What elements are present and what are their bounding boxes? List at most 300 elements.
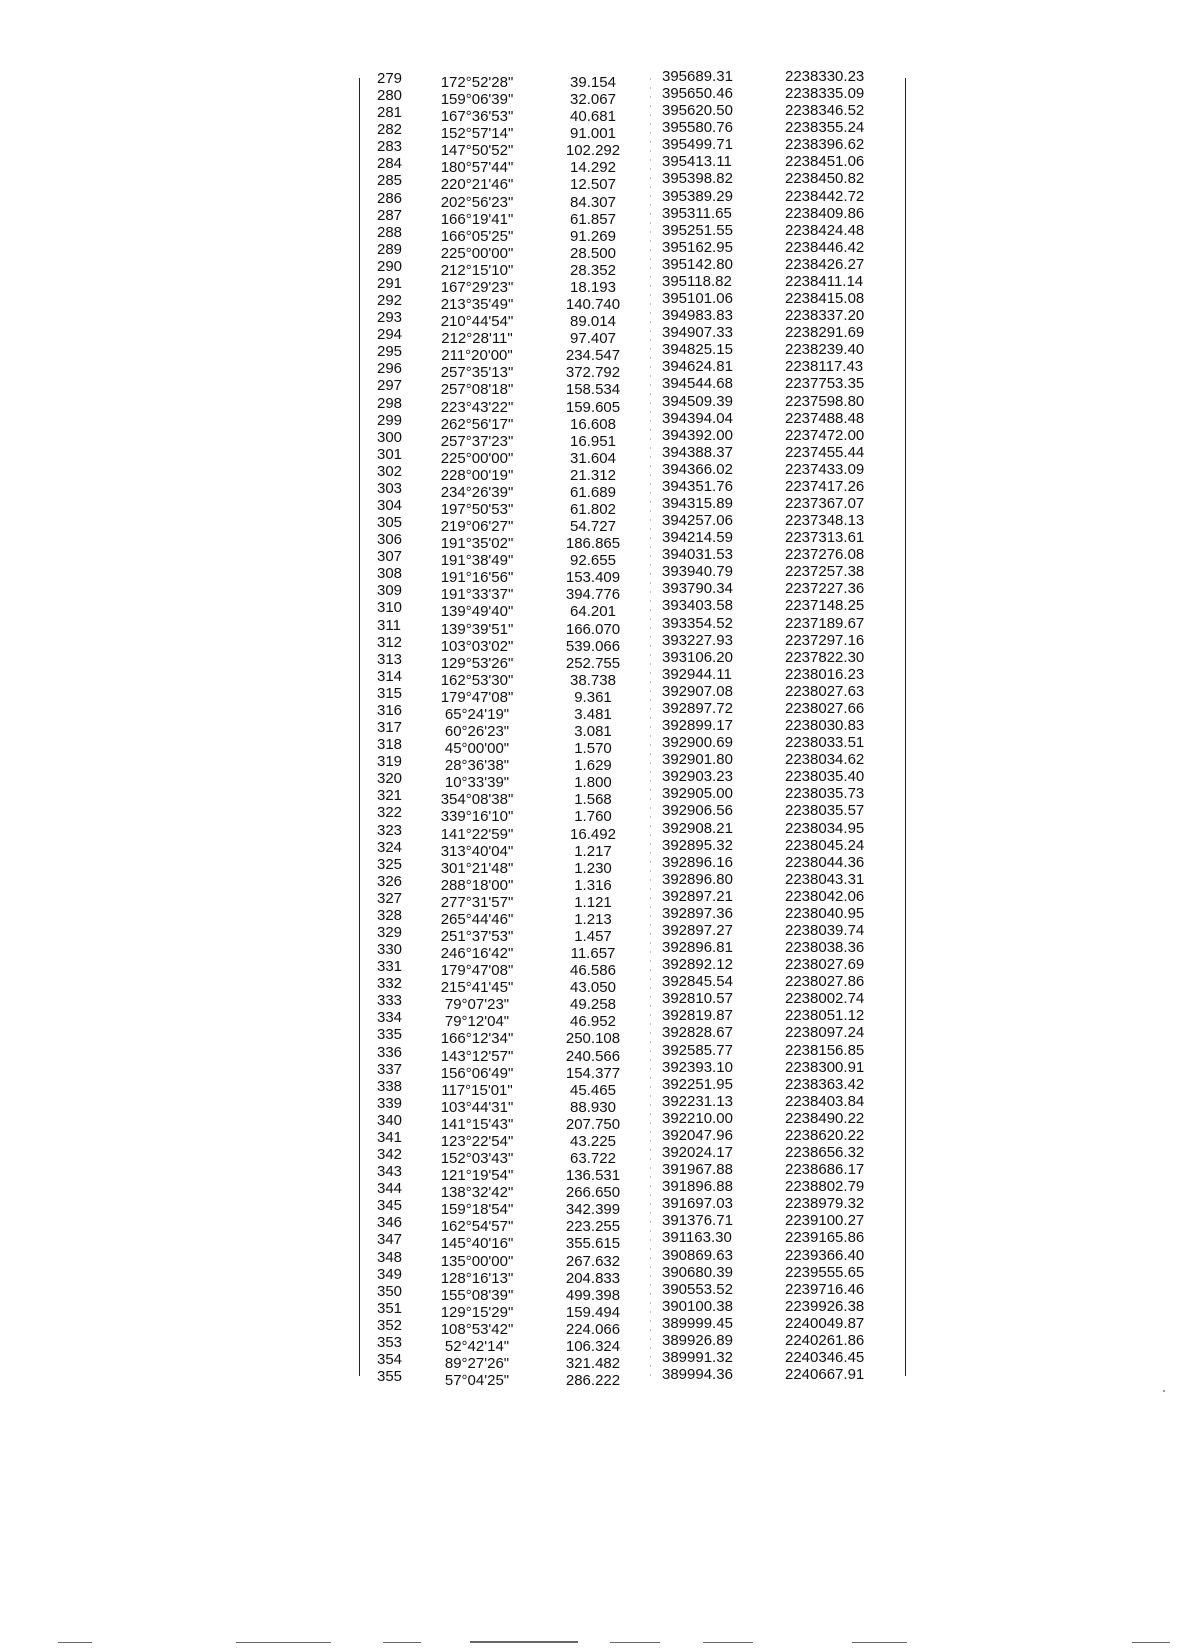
distance-cell: 394.776: [565, 586, 621, 604]
coordinate-y-cell: 2238424.48: [785, 221, 865, 239]
distance-cell: 49.258: [570, 996, 616, 1014]
point-number-cell: 317: [377, 719, 403, 737]
coordinate-y-cell: 2238027.66: [785, 699, 865, 717]
coordinate-y-cell: 2237455.44: [785, 443, 865, 461]
coordinate-y-cell: 2238656.32: [785, 1144, 865, 1162]
coordinate-x-cell: 392906.56: [662, 802, 733, 820]
coordinate-x-cell: 394257.06: [662, 512, 733, 530]
bearing-angle-cell: 288°18'00": [440, 876, 514, 894]
coordinate-x-cell: 395118.82: [662, 272, 732, 290]
bearing-angle-cell: 265°44'46": [440, 910, 514, 928]
coordinate-y-cell: 2237753.35: [785, 375, 865, 393]
coordinate-x-cell: 392819.87: [662, 1007, 733, 1025]
distance-cell: 102.292: [565, 142, 621, 160]
distance-cell: 321.482: [565, 1355, 621, 1372]
distance-cell: 40.681: [570, 108, 616, 126]
distance-cell: 16.951: [570, 432, 616, 450]
coordinate-y-cell: 2238051.12: [785, 1007, 865, 1025]
coordinate-y-cell: 2238016.23: [785, 665, 865, 683]
bearing-angle-cell: 211°20'00": [441, 347, 513, 365]
distance-cell: 1.570: [574, 740, 612, 758]
distance-cell: 342.399: [565, 1201, 621, 1219]
coordinate-y-cell: 2239926.38: [785, 1297, 865, 1315]
coordinate-y-cell: 2238442.72: [785, 187, 865, 205]
distance-cell: 18.193: [570, 278, 616, 296]
bearing-angle-cell: 135°00'00": [440, 1252, 514, 1270]
point-number-cell: 326: [377, 872, 403, 890]
point-number-cell: 304: [377, 497, 403, 514]
point-number-cell: 307: [377, 548, 403, 566]
bearing-angle-cell: 162°54'57": [440, 1218, 514, 1236]
coordinate-y-cell: 2238002.74: [785, 990, 865, 1008]
distance-cell: 28.352: [570, 261, 616, 279]
point-number-cell: 353: [377, 1333, 403, 1351]
coordinate-y-cell: 2238027.69: [785, 956, 865, 974]
bearing-angle-cell: 210°44'54": [440, 313, 514, 331]
coordinate-y-cell: 2238044.36: [785, 853, 865, 871]
coordinate-y-cell: 2238355.24: [785, 119, 865, 137]
bearing-angle-cell: 152°57'14": [440, 125, 514, 143]
bearing-angle-cell: 141°15'43": [440, 1115, 514, 1133]
coordinate-x-cell: 389926.89: [662, 1331, 733, 1349]
bearing-angle-cell: 138°32'42": [440, 1184, 514, 1202]
bearing-angle-cell: 225°00'00": [440, 449, 514, 467]
distance-cell: 46.952: [570, 1013, 616, 1031]
bearing-angle-cell: 159°06'39": [440, 91, 514, 109]
point-number-cell: 295: [377, 343, 403, 361]
bearing-angle-cell: 219°06'27": [440, 518, 514, 536]
bearing-angle-cell: 123°22'54": [440, 1132, 514, 1150]
point-number-cell: 305: [377, 514, 403, 532]
point-number-cell: 283: [377, 138, 403, 156]
point-number-cell: 280: [377, 87, 403, 105]
bearing-angle-cell: 179°47'08": [440, 688, 514, 706]
bearing-angle-cell: 166°12'34": [440, 1030, 514, 1048]
distance-cell: 54.727: [570, 518, 616, 536]
coordinate-x-cell: 391697.03: [662, 1195, 733, 1213]
distance-cell: 1.568: [574, 791, 612, 809]
coordinate-x-cell: 389999.45: [662, 1314, 733, 1332]
coordinate-y-cell: 2238446.42: [785, 238, 865, 256]
distance-cell: 45.465: [570, 1081, 616, 1099]
coordinate-y-cell: 2238979.32: [785, 1195, 865, 1213]
coordinate-y-cell: 2238337.20: [785, 307, 865, 325]
distance-cell: 97.407: [570, 330, 616, 348]
distance-cell: 267.632: [565, 1252, 621, 1270]
coordinate-x-cell: 395311.65: [662, 204, 732, 222]
coordinate-x-cell: 392231.13: [662, 1092, 733, 1110]
bearing-angle-cell: 45°00'00": [444, 740, 510, 758]
bearing-angle-cell: 246°16'42": [440, 945, 514, 963]
coordinate-x-cell: 389991.32: [662, 1349, 733, 1366]
point-number-cell: 287: [377, 206, 403, 224]
coordinate-x-cell: 395413.11: [662, 153, 732, 171]
point-number-cell: 293: [377, 309, 403, 327]
distance-cell: 16.492: [570, 825, 616, 843]
distance-cell: 3.481: [574, 705, 612, 723]
bearing-angle-cell: 339°16'10": [440, 808, 514, 826]
point-number-cell: 308: [377, 565, 403, 583]
coordinate-y-cell: 2238450.82: [785, 170, 865, 188]
bearing-angle-cell: 155°08'39": [440, 1286, 514, 1304]
coordinate-x-cell: 392810.57: [662, 990, 733, 1008]
point-number-cell: 297: [377, 377, 403, 395]
distance-cell: 224.066: [565, 1320, 621, 1338]
coordinate-x-cell: 391896.88: [662, 1178, 733, 1196]
point-number-cell: 340: [377, 1111, 403, 1129]
distance-cell: 252.755: [565, 654, 621, 672]
distance-cell: 250.108: [565, 1030, 621, 1048]
distance-cell: 1.800: [574, 774, 612, 792]
point-number-cell: 314: [377, 667, 403, 685]
point-number-cell: 343: [377, 1163, 403, 1181]
point-number-cell: 281: [377, 104, 403, 122]
coordinate-x-cell: 395650.46: [662, 85, 733, 103]
coordinate-y-cell: 2240261.86: [785, 1331, 865, 1349]
bearing-angle-cell: 143°12'57": [440, 1047, 514, 1065]
distance-cell: 92.655: [570, 552, 616, 570]
coordinate-y-cell: 2238038.36: [785, 939, 865, 957]
distance-cell: 158.534: [565, 381, 621, 399]
point-number-cell: 355: [377, 1368, 403, 1386]
coordinate-y-cell: 2238097.24: [785, 1024, 865, 1042]
coordinate-y-cell: 2237313.61: [785, 529, 865, 547]
point-number-cell: 298: [377, 394, 403, 412]
bearing-angle-cell: 79°07'23": [444, 996, 510, 1014]
distance-cell: 204.833: [565, 1269, 621, 1287]
coordinate-x-cell: 394351.76: [662, 477, 733, 495]
coordinate-x-cell: 395162.95: [662, 238, 733, 256]
point-number-cell: 330: [377, 941, 403, 959]
point-number-cell: 338: [377, 1077, 403, 1095]
point-number-cell: 310: [377, 599, 403, 617]
coordinate-y-cell: 2238346.52: [785, 102, 865, 120]
distance-cell: 63.722: [570, 1150, 616, 1168]
bearing-angle-cell: 167°36'53": [440, 108, 514, 126]
coordinate-x-cell: 392897.72: [662, 699, 733, 717]
bearing-angle-cell: 212°28'11": [441, 330, 513, 348]
bearing-angle-cell: 191°16'56": [440, 569, 514, 587]
point-number-cell: 288: [377, 223, 403, 241]
coordinate-y-cell: 2238291.69: [785, 324, 865, 342]
coordinate-x-cell: 392907.08: [662, 682, 733, 700]
point-number-cell: 279: [377, 70, 403, 87]
coordinate-y-cell: 2238403.84: [785, 1092, 865, 1110]
coordinate-x-cell: 390553.52: [662, 1280, 733, 1298]
distance-cell: 1.760: [574, 808, 612, 826]
coordinate-x-cell: 394983.83: [662, 307, 733, 325]
distance-cell: 3.081: [574, 723, 612, 741]
distance-cell: 43.050: [570, 979, 616, 997]
bearing-angle-cell: 257°37'23": [440, 432, 514, 450]
table-row: [360, 1366, 905, 1390]
coordinate-y-cell: 2238415.08: [785, 290, 865, 308]
bearing-angle-cell: 129°53'26": [440, 654, 514, 672]
coordinate-x-cell: 392585.77: [662, 1041, 733, 1059]
distance-cell: 166.070: [565, 620, 621, 638]
bearing-angle-cell: 223°43'22": [440, 398, 514, 416]
coordinate-table: [360, 68, 905, 1390]
coordinate-x-cell: 392897.27: [662, 922, 733, 939]
point-number-cell: 321: [377, 787, 403, 805]
point-number-cell: 306: [377, 531, 403, 549]
coordinate-x-cell: 393940.79: [662, 563, 733, 581]
bearing-angle-cell: 117°15'01": [441, 1081, 513, 1099]
scan-artifact-line: [1132, 1642, 1170, 1643]
distance-cell: 153.409: [565, 569, 621, 587]
bearing-angle-cell: 145°40'16": [440, 1235, 514, 1253]
coordinate-y-cell: 2238300.91: [785, 1058, 865, 1076]
coordinate-x-cell: 394031.53: [662, 546, 733, 564]
point-number-cell: 290: [377, 257, 403, 275]
point-number-cell: 327: [377, 889, 403, 907]
point-number-cell: 286: [377, 189, 403, 207]
coordinate-x-cell: 391967.88: [662, 1161, 733, 1179]
bearing-angle-cell: 313°40'04": [440, 842, 514, 860]
bearing-angle-cell: 215°41'45": [440, 979, 514, 997]
coordinate-x-cell: 392897.21: [662, 887, 733, 905]
distance-cell: 38.738: [570, 671, 616, 689]
coordinate-y-cell: 2239100.27: [785, 1212, 865, 1230]
point-number-cell: 350: [377, 1282, 403, 1300]
distance-cell: 46.586: [570, 962, 616, 980]
bearing-angle-cell: 234°26'39": [440, 483, 514, 501]
distance-cell: 32.067: [570, 91, 616, 109]
point-number-cell: 300: [377, 428, 403, 446]
distance-cell: 61.689: [570, 483, 616, 501]
coordinate-y-cell: 2237367.07: [785, 495, 865, 512]
point-number-cell: 342: [377, 1146, 403, 1164]
bearing-angle-cell: 212°15'10": [440, 261, 514, 279]
coordinate-x-cell: 392892.12: [662, 956, 733, 974]
bearing-angle-cell: 10°33'39": [444, 774, 510, 792]
distance-cell: 207.750: [565, 1115, 621, 1133]
distance-cell: 31.604: [570, 449, 616, 467]
distance-cell: 140.740: [565, 296, 621, 314]
point-number-cell: 345: [377, 1197, 403, 1215]
distance-cell: 159.605: [565, 398, 621, 416]
point-number-cell: 289: [377, 240, 403, 258]
point-number-cell: 328: [377, 906, 403, 924]
coordinate-x-cell: 391163.30: [662, 1229, 732, 1247]
coordinate-x-cell: 394392.00: [662, 426, 733, 444]
coordinate-y-cell: 2238035.73: [785, 785, 865, 803]
coordinate-x-cell: 393354.52: [662, 614, 733, 632]
distance-cell: 91.269: [570, 227, 616, 245]
coordinate-y-cell: 2238686.17: [785, 1161, 865, 1179]
coordinate-x-cell: 392944.11: [662, 665, 732, 683]
distance-cell: 16.608: [570, 415, 616, 433]
coordinate-x-cell: 395620.50: [662, 102, 733, 120]
coordinate-y-cell: 2238039.74: [785, 922, 865, 939]
distance-cell: 1.457: [574, 928, 612, 945]
coordinate-x-cell: 394366.02: [662, 460, 733, 478]
scan-artifact-line: [610, 1642, 660, 1643]
distance-cell: 266.650: [565, 1184, 621, 1202]
distance-cell: 355.615: [565, 1235, 621, 1253]
coordinate-y-cell: 2239716.46: [785, 1280, 865, 1298]
point-number-cell: 332: [377, 975, 403, 993]
bearing-angle-cell: 139°39'51": [440, 620, 514, 638]
point-number-cell: 292: [377, 292, 403, 310]
bearing-angle-cell: 257°08'18": [440, 381, 514, 399]
coordinate-y-cell: 2238426.27: [785, 255, 865, 273]
coordinate-y-cell: 2237189.67: [785, 614, 865, 632]
distance-cell: 12.507: [570, 176, 616, 194]
point-number-cell: 336: [377, 1043, 403, 1061]
bearing-angle-cell: 108°53'42": [440, 1320, 514, 1338]
coordinate-y-cell: 2238117.43: [785, 358, 864, 376]
coordinate-x-cell: 393227.93: [662, 631, 733, 649]
coordinate-x-cell: 395499.71: [662, 136, 733, 154]
coordinate-x-cell: 394907.33: [662, 324, 733, 342]
distance-cell: 61.857: [570, 210, 616, 228]
coordinate-x-cell: 392908.21: [662, 819, 733, 837]
distance-cell: 11.657: [570, 945, 616, 963]
distance-cell: 61.802: [570, 501, 616, 518]
bearing-angle-cell: 191°38'49": [440, 552, 514, 570]
coordinate-x-cell: 394544.68: [662, 375, 733, 393]
coordinate-y-cell: 2237433.09: [785, 460, 865, 478]
coordinate-y-cell: 2237297.16: [785, 631, 865, 649]
coordinate-y-cell: 2237348.13: [785, 512, 865, 530]
bearing-angle-cell: 251°37'53": [440, 928, 514, 945]
bearing-angle-cell: 191°33'37": [440, 586, 514, 604]
distance-cell: 14.292: [570, 159, 616, 177]
coordinate-x-cell: 392828.67: [662, 1024, 733, 1042]
point-number-cell: 333: [377, 992, 403, 1010]
bearing-angle-cell: 225°00'00": [440, 244, 514, 262]
coordinate-x-cell: 393106.20: [662, 648, 733, 666]
bearing-angle-cell: 65°24'19": [444, 705, 510, 723]
distance-cell: 21.312: [570, 466, 616, 484]
scan-artifact-line: [236, 1642, 331, 1643]
coordinate-x-cell: 390869.63: [662, 1246, 733, 1264]
point-number-cell: 315: [377, 684, 403, 702]
coordinate-x-cell: 390680.39: [662, 1263, 733, 1281]
distance-cell: 499.398: [565, 1286, 621, 1304]
distance-cell: 28.500: [570, 244, 616, 262]
coordinate-y-cell: 2237227.36: [785, 580, 865, 598]
bearing-angle-cell: 129°15'29": [440, 1303, 514, 1321]
coordinate-x-cell: 394509.39: [662, 392, 733, 410]
coordinate-x-cell: 395251.55: [662, 221, 733, 239]
bearing-angle-cell: 262°56'17": [440, 415, 514, 433]
point-number-cell: 309: [377, 582, 403, 600]
distance-cell: 372.792: [565, 364, 621, 382]
distance-cell: 186.865: [565, 535, 621, 553]
distance-cell: 64.201: [570, 603, 616, 621]
coordinate-x-cell: 392047.96: [662, 1126, 733, 1144]
coordinate-x-cell: 392896.80: [662, 870, 733, 888]
distance-cell: 43.225: [570, 1132, 616, 1150]
point-number-cell: 351: [377, 1299, 403, 1317]
point-number-cell: 324: [377, 838, 403, 856]
bearing-angle-cell: 180°57'44": [440, 159, 514, 177]
distance-cell: 88.930: [570, 1098, 616, 1116]
coordinate-x-cell: 392901.80: [662, 751, 733, 769]
point-number-cell: 302: [377, 462, 403, 480]
bearing-angle-cell: 179°47'08": [440, 962, 514, 980]
scan-artifact-line: [852, 1642, 907, 1643]
point-number-cell: 334: [377, 1009, 403, 1027]
bearing-angle-cell: 228°00'19": [440, 466, 514, 484]
distance-cell: 240.566: [565, 1047, 621, 1065]
coordinate-x-cell: 394394.04: [662, 409, 733, 427]
coordinate-y-cell: 2238451.06: [785, 153, 865, 171]
bearing-angle-cell: 167°29'23": [440, 278, 514, 296]
point-number-cell: 346: [377, 1214, 403, 1232]
point-number-cell: 331: [377, 958, 403, 976]
point-number-cell: 316: [377, 701, 403, 719]
coordinate-y-cell: 2238411.14: [785, 272, 864, 290]
scan-artifact-line: [383, 1642, 421, 1643]
scan-artifact-line: [703, 1642, 753, 1643]
distance-cell: 1.217: [574, 842, 612, 860]
point-number-cell: 318: [377, 736, 403, 754]
distance-cell: 9.361: [574, 688, 612, 706]
coordinate-y-cell: 2238042.06: [785, 887, 865, 905]
coordinate-x-cell: 392210.00: [662, 1109, 733, 1127]
point-number-cell: 294: [377, 326, 403, 344]
bearing-angle-cell: 57°04'25": [444, 1372, 510, 1390]
coordinate-y-cell: 2240667.91: [785, 1366, 865, 1384]
bearing-angle-cell: 197°50'53": [440, 501, 514, 518]
coordinate-y-cell: 2238802.79: [785, 1178, 865, 1196]
coordinate-x-cell: 395101.06: [662, 290, 733, 308]
distance-cell: 1.629: [574, 757, 612, 775]
bearing-angle-cell: 277°31'57": [440, 893, 514, 911]
coordinate-x-cell: 393790.34: [662, 580, 733, 598]
bearing-angle-cell: 257°35'13": [440, 364, 514, 382]
bearing-angle-cell: 52°42'14": [444, 1337, 510, 1355]
coordinate-x-cell: 392393.10: [662, 1058, 733, 1076]
distance-cell: 39.154: [570, 74, 616, 91]
bearing-angle-cell: 28°36'38": [444, 757, 510, 775]
bearing-angle-cell: 354°08'38": [440, 791, 514, 809]
coordinate-y-cell: 2238409.86: [785, 204, 865, 222]
bearing-angle-cell: 156°06'49": [440, 1064, 514, 1082]
distance-cell: 84.307: [570, 193, 616, 211]
coordinate-x-cell: 394214.59: [662, 529, 733, 547]
scan-artifact-line: [58, 1642, 92, 1643]
distance-cell: 91.001: [570, 125, 616, 143]
coordinate-y-cell: 2240346.45: [785, 1349, 865, 1366]
coordinate-y-cell: 2238040.95: [785, 904, 865, 922]
coordinate-y-cell: 2238027.86: [785, 973, 865, 991]
coordinate-y-cell: 2239555.65: [785, 1263, 865, 1281]
point-number-cell: 313: [377, 650, 403, 668]
point-number-cell: 323: [377, 821, 403, 839]
point-number-cell: 319: [377, 753, 403, 771]
bearing-angle-cell: 103°44'31": [440, 1098, 514, 1116]
point-number-cell: 339: [377, 1094, 403, 1112]
coordinate-y-cell: 2239165.86: [785, 1229, 865, 1247]
bearing-angle-cell: 220°21'46": [440, 176, 514, 194]
coordinate-x-cell: 392897.36: [662, 904, 733, 922]
coordinate-x-cell: 392895.32: [662, 836, 733, 854]
distance-cell: 1.316: [574, 876, 612, 894]
point-number-cell: 291: [377, 274, 403, 292]
bearing-angle-cell: 301°21'48": [440, 859, 514, 877]
point-number-cell: 329: [377, 924, 403, 941]
point-number-cell: 299: [377, 411, 403, 429]
point-number-cell: 322: [377, 804, 403, 822]
coordinate-y-cell: 2239366.40: [785, 1246, 865, 1264]
scan-artifact-line: [470, 1641, 578, 1643]
point-number-cell: 296: [377, 360, 403, 378]
coordinate-y-cell: 2237488.48: [785, 409, 865, 427]
